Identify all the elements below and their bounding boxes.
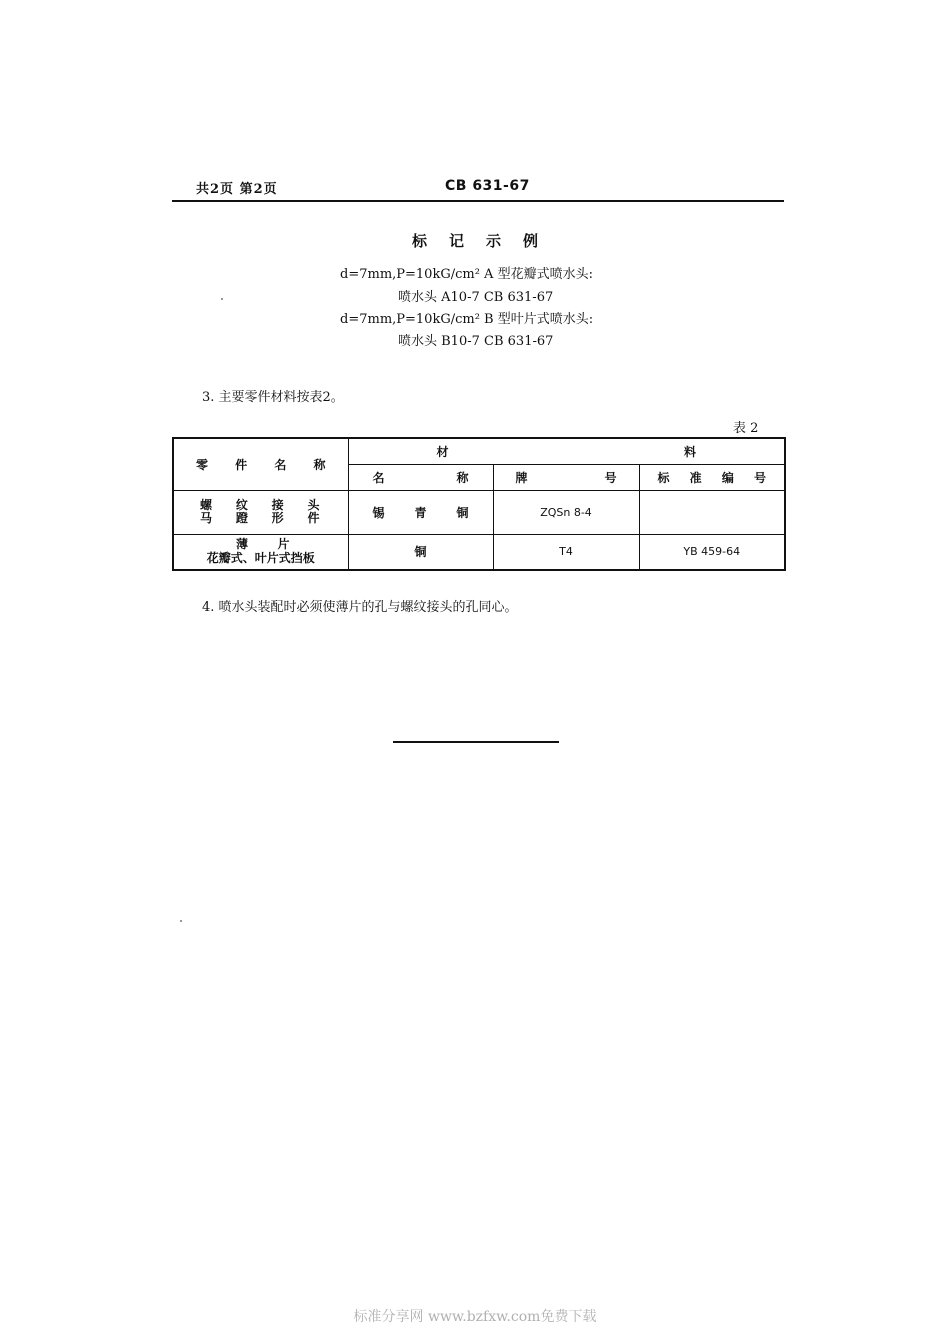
part-name-cell [173, 534, 348, 570]
subheader-char: 号 [753, 470, 766, 485]
subheader-grade [493, 464, 639, 490]
table-row [173, 490, 785, 534]
materials-table [172, 437, 786, 571]
standard-cell [639, 490, 785, 534]
footer-watermark: 标准分享网 www.bzfxw.com免费下载 [353, 1309, 597, 1325]
example-line-2: 喷水头 A10-7 CB 631-67 [398, 290, 554, 305]
header-part-char: 件 [235, 457, 248, 472]
material-name-cell [348, 490, 493, 534]
part-char: 马 [200, 511, 213, 525]
section-title: 标记示例 [411, 232, 560, 250]
page-info: 共2页 第2页 [196, 182, 278, 197]
grade-cell: ZQSn 8-4 [493, 490, 639, 534]
part-char: 螺 [200, 498, 213, 512]
part-char: 纹 [235, 498, 248, 512]
header-part-char: 零 [196, 457, 209, 472]
example-line-4: 喷水头 B10-7 CB 631-67 [398, 334, 554, 349]
standard-cell: YB 459-64 [639, 534, 785, 570]
part-char: 蹬 [235, 511, 248, 525]
part-char: 接 [271, 498, 284, 512]
part-char: 形 [271, 511, 284, 525]
scan-speck [221, 298, 223, 300]
subheader-char: 号 [604, 470, 617, 485]
clause-4: 4. 喷水头装配时必须使薄片的孔与螺纹接头的孔同心。 [202, 600, 518, 615]
example-line-3: d=7mm,P=10kG/cm² B 型叶片式喷水头: [340, 312, 594, 327]
subheader-standard [639, 464, 785, 490]
header-material-char: 料 [684, 444, 697, 459]
table-row [173, 534, 785, 570]
part-name-cell [173, 490, 348, 534]
subheader-char: 牌 [515, 470, 528, 485]
part-char: 片 [277, 537, 290, 552]
end-rule [393, 741, 559, 743]
table-header-row [173, 438, 785, 464]
subheader-char: 标 [657, 470, 670, 485]
header-material-char: 材 [436, 444, 449, 459]
subheader-char: 称 [456, 470, 469, 485]
header-part-char: 称 [313, 457, 326, 472]
header-material [348, 438, 785, 464]
clause-3: 3. 主要零件材料按表2。 [202, 390, 344, 405]
subheader-name [348, 464, 493, 490]
part-subname: 花瓣式、叶片式挡板 [206, 551, 315, 566]
subheader-char: 名 [372, 470, 385, 485]
example-line-1: d=7mm,P=10kG/cm² A 型花瓣式喷水头: [340, 267, 593, 282]
part-char: 件 [307, 511, 320, 525]
header-rule [172, 200, 784, 202]
subheader-char: 编 [721, 470, 734, 485]
material-char: 青 [414, 505, 427, 520]
standard-code: CB 631-67 [445, 178, 530, 194]
header-part-name [173, 438, 348, 490]
material-name-cell: 铜 [348, 534, 493, 570]
material-char: 铜 [456, 505, 469, 520]
part-char: 薄 [236, 537, 249, 552]
material-char: 锡 [372, 505, 385, 520]
table-number: 表 2 [733, 421, 759, 436]
header-part-char: 名 [274, 457, 287, 472]
grade-cell: T4 [493, 534, 639, 570]
subheader-char: 准 [689, 470, 702, 485]
part-char: 头 [307, 498, 320, 512]
scan-speck [180, 920, 182, 922]
